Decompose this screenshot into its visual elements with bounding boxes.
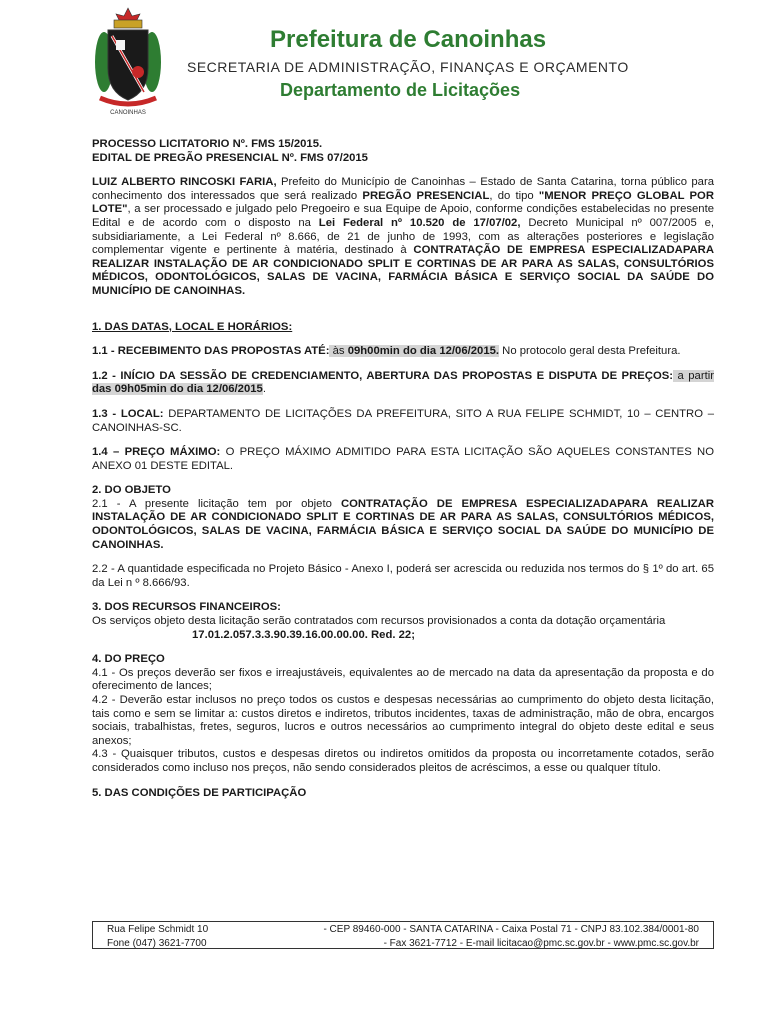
header-department: Departamento de Licitações <box>280 80 521 100</box>
item-1-3: 1.3 - LOCAL: DEPARTAMENTO DE LICITAÇÕES DA PREFEITURA, SITO A RUA FELIPE SCHMIDT, 10 – CENTRO – CANOINHAS-SC. <box>92 407 714 434</box>
section-5-title: 5. DAS CONDIÇÕES DE PARTICIPAÇÃO <box>92 786 307 799</box>
letterhead <box>0 0 770 120</box>
header-title: Prefeitura de Canoinhas <box>270 26 547 53</box>
item-2-1: 2.1 - A presente licitação tem por objeto CONTRATAÇÃO DE EMPRESA ESPECIALIZADAPARA REALIZAR INSTALAÇÃO DE AR CONDICIONADO SPLIT E CORTINAS DE AR PARA AS SALAS, CONSULTÓRIOS MÉDICOS, ODONTOLÓGICOS, SALAS DE VACINA, FARMÁCIA BÁSICA E SERVIÇO SOCIAL DA SAÚDE DO MUNICÍPIO DE CANOINHAS. <box>92 497 714 551</box>
section-4-title: 4. DO PREÇO <box>92 653 165 666</box>
footer-street: Rua Felipe Schmidt 10 <box>107 924 209 935</box>
item-4-3: 4.3 - Quaisquer tributos, custos e despesas diretos ou indiretos omitidos da proposta ou incorretamente cotados, serão considerados como incluso nos preços, não sendo considerados pleitos de acréscimos, a esse ou qualquer título. <box>92 748 714 774</box>
municipal-crest-logo <box>90 6 166 116</box>
item-1-1: 1.1 - RECEBIMENTO DAS PROPOSTAS ATÉ: às 09h00min do dia 12/06/2015. No protocolo geral desta Prefeitura. <box>92 345 681 358</box>
item-4-1: 4.1 - Os preços deverão ser fixos e irreajustáveis, equivalentes ao de mercado na data da apresentação da proposta e do oferecimento de lances; <box>92 666 714 693</box>
svg-text:CANOINHAS: CANOINHAS <box>110 110 146 116</box>
section-3-text: Os serviços objeto desta licitação serão contratados com recursos provisionados a conta da dotação orçamentária <box>92 615 666 628</box>
footer-phone: Fone (047) 3621-7700 <box>107 938 207 949</box>
item-1-4: 1.4 – PREÇO MÁXIMO: O PREÇO MÁXIMO ADMITIDO PARA ESTA LICITAÇÃO SÃO AQUELES CONSTANTES NO ANEXO 01 DESTE EDITAL. <box>92 446 714 472</box>
section-3-title: 3. DOS RECURSOS FINANCEIROS: <box>92 601 281 614</box>
footer-contact-details: - Fax 3621-7712 - E-mail licitacao@pmc.sc.gov.br - www.pmc.sc.gov.br <box>383 938 699 949</box>
footer-address-details: - CEP 89460-000 - SANTA CATARINA - Caixa Postal 71 - CNPJ 83.102.384/0001-80 <box>323 924 699 935</box>
item-2-2: 2.2 - A quantidade especificada no Projeto Básico - Anexo I, poderá ser acrescida ou reduzida nos termos do § 1º do art. 65 da Lei n º 8.666/93. <box>92 563 714 589</box>
footer-row-contacts <box>93 936 713 950</box>
process-number: PROCESSO LICITATORIO Nº. FMS 15/2015. <box>92 138 323 150</box>
intro-paragraph: LUIZ ALBERTO RINCOSKI FARIA, Prefeito do Município de Canoinhas – Estado de Santa Catarina, torna público para conhecimento dos interessados que será realizado PREGÃO PRESENCIAL, do tipo "MENOR PREÇO GLOBAL POR LOTE", a ser processado e julgado pelo Pregoeiro e sua Equipe de Apoio, conforme condições estabelecidas no presente Edital e de acordo com o disposto na Lei Federal nº 10.520 de 17/07/02, Decreto Municipal nº 007/2005 e, subsidiariamente, a Lei Federal nº 8.666, de 21 de junho de 1993, com as alterações posteriores e legislação complementar vigente e pertinente à matéria, destinado à CONTRATAÇÃO DE EMPRESA ESPECIALIZADAPARA REALIZAR INSTALAÇÃO DE AR CONDICIONADO SPLIT E CORTINAS DE AR PARA AS SALAS, CONSULTÓRIOS MÉDICOS, ODONTOLÓGICOS, SALAS DE VACINA, FARMÁCIA BÁSICA E SERVIÇO SOCIAL DA SAÚDE DO MUNICÍPIO DE CANOINHAS. <box>92 176 715 297</box>
edital-number: EDITAL DE PREGÃO PRESENCIAL Nº. FMS 07/2015 <box>92 151 368 164</box>
budget-code: 17.01.2.057.3.3.90.39.16.00.00.00. Red. 22; <box>192 628 415 641</box>
item-1-2: 1.2 - INÍCIO DA SESSÃO DE CREDENCIAMENTO, ABERTURA DAS PROPOSTAS E DISPUTA DE PREÇOS: a partir das 09h05min do dia 12/06/2015. <box>92 369 714 396</box>
footer-row-address <box>93 922 713 936</box>
header-subtitle: SECRETARIA DE ADMINISTRAÇÃO, FINANÇAS E ORÇAMENTO <box>187 59 629 75</box>
section-2-title: 2. DO OBJETO <box>92 484 171 497</box>
edital-body <box>92 138 714 800</box>
page-footer <box>92 921 714 949</box>
item-4-2: 4.2 - Deverão estar inclusos no preço todos os custos e despesas necessárias ao cumprimento do objeto desta licitação, tais como e sem se limitar a: custos diretos e indiretos, tributos incidentes, taxas de administração, mão de obra, encargos sociais, trabalhistas, fretes, seguros, lucros e outros necessários ao cumprimento integral do objeto deste edital e seus anexos; <box>92 694 714 747</box>
section-1-title: 1. DAS DATAS, LOCAL E HORÁRIOS: <box>92 320 293 333</box>
